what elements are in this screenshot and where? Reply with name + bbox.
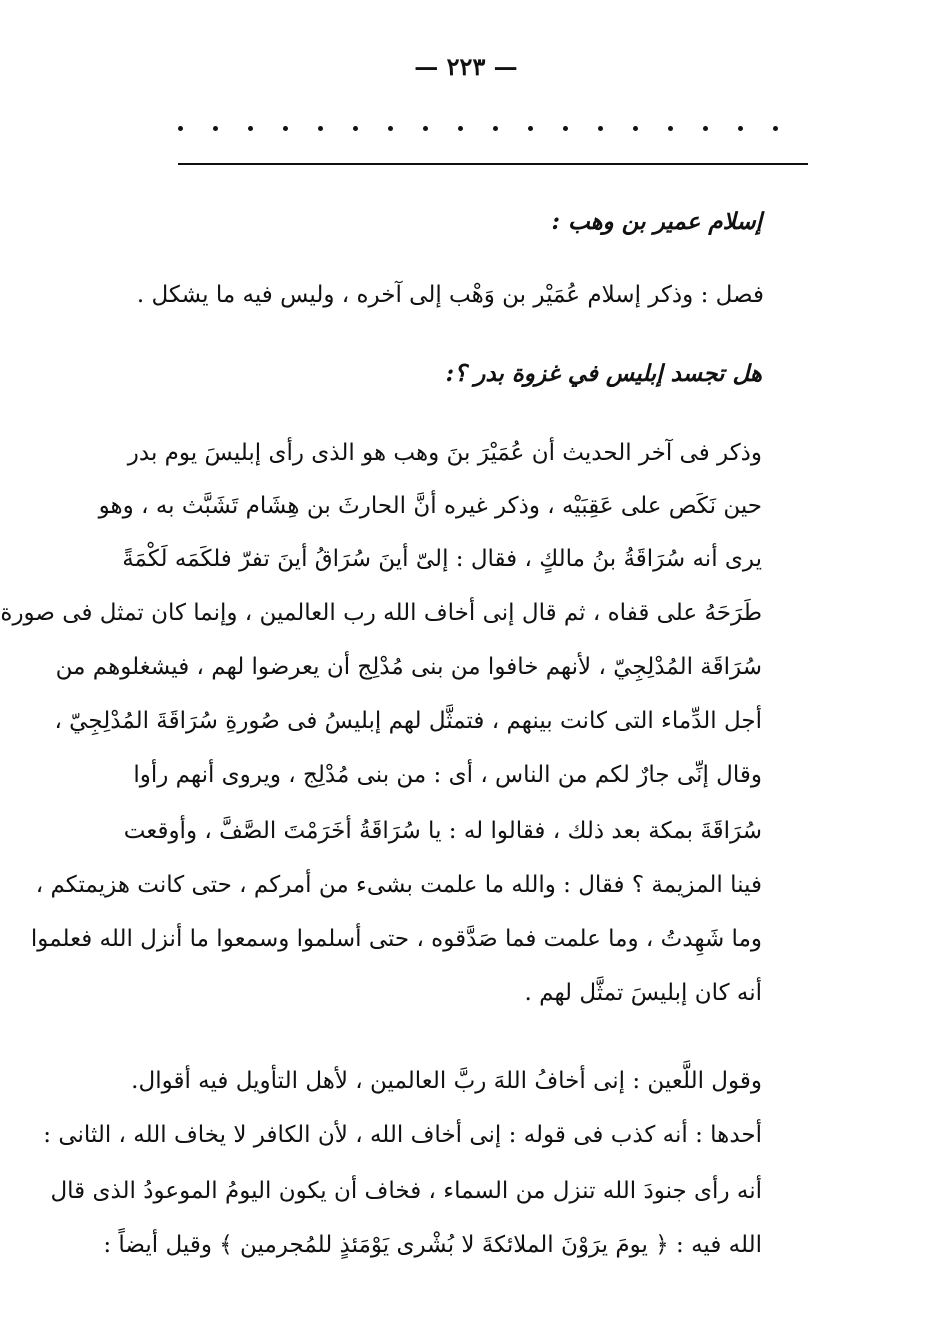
separator-dot <box>528 126 533 131</box>
horizontal-rule <box>178 163 808 165</box>
separator-dot <box>248 126 253 131</box>
separator-dot <box>598 126 603 131</box>
separator-dot <box>353 126 358 131</box>
separator-dot <box>458 126 463 131</box>
paragraph-line: وقال إنِّى جارٌ لكم من الناس ، أى : من بنى مُدْلِج ، ويروى أنهم رأوا <box>133 762 762 788</box>
separator-dot <box>633 126 638 131</box>
separator-dot <box>703 126 708 131</box>
separator-dot <box>283 126 288 131</box>
paragraph-line: الله فيه : ﴿ يومَ يرَوْنَ الملائكةَ لا بُشْرى يَوْمَئذٍ للمُجرمين ﴾ وقيل أيضاً : <box>103 1232 762 1258</box>
paragraph-line: حين نَكَص على عَقِبَيْه ، وذكر غيره أنَّ الحارثَ بن هِشَام تَشَبَّث به ، وهو <box>98 493 762 519</box>
page-number: — ٢٢٣ — <box>414 52 518 81</box>
paragraph-line: وقول اللَّعين : إنى أخافُ اللهَ ربَّ العالمين ، لأهل التأويل فيه أقوال. <box>131 1068 762 1094</box>
separator-dot <box>178 126 183 131</box>
paragraph-line: أنه كان إبليسَ تمثَّل لهم . <box>524 980 762 1006</box>
paragraph-line: سُرَاقَة المُدْلِجِيّ ، لأنهم خافوا من بنى مُدْلِج أن يعرضوا لهم ، فيشغلوهم من <box>55 654 762 680</box>
separator-dot <box>423 126 428 131</box>
section-heading: إسلام عمير بن وهب : <box>551 208 762 235</box>
paragraph-line: طَرَحَهُ على قفاه ، ثم قال إنى أخاف الله رب العالمين ، وإنما كان تمثل فى صورة <box>0 600 762 626</box>
separator-dot <box>668 126 673 131</box>
paragraph-line: أجل الدِّماء التى كانت بينهم ، فتمثَّل لهم إبليسُ فى صُورةِ سُرَاقَةَ المُدْلِجِيّ ، <box>54 708 762 734</box>
separator-dot <box>318 126 323 131</box>
dotted-separator <box>178 126 778 131</box>
separator-dot <box>493 126 498 131</box>
separator-dot <box>563 126 568 131</box>
paragraph-line: أحدها : أنه كذب فى قوله : إنى أخاف الله ، لأن الكافر لا يخاف الله ، الثانى : <box>43 1122 762 1148</box>
paragraph-line: أنه رأى جنودَ الله تنزل من السماء ، فخاف أن يكون اليومُ الموعودُ الذى قال <box>50 1178 762 1204</box>
separator-dot <box>388 126 393 131</box>
separator-dot <box>213 126 218 131</box>
separator-dot <box>773 126 778 131</box>
paragraph-line: يرى أنه سُرَاقَةُ بنُ مالكٍ ، فقال : إلىّ أينَ سُرَاقُ أينَ تفرّ فلكَمَه لَكْمَةً <box>122 546 762 572</box>
paragraph-line: وما شَهِدتُ ، وما علمت فما صَدَّقوه ، حتى أسلموا وسمعوا ما أنزل الله فعلموا <box>30 926 762 952</box>
section-heading: هل تجسد إبليس في غزوة بدر ؟: <box>445 360 762 387</box>
separator-dot <box>738 126 743 131</box>
paragraph-line: فينا المزيمة ؟ فقال : والله ما علمت بشىء من أمركم ، حتى كانت هزيمتكم ، <box>35 872 762 898</box>
paragraph-line: وذكر فى آخر الحديث أن عُمَيْرَ بنَ وهب هو الذى رأى إبليسَ يوم بدر <box>127 440 762 466</box>
paragraph-line: فصل : وذكر إسلام عُمَيْر بن وَهْب إلى آخره ، وليس فيه ما يشكل . <box>136 282 764 308</box>
paragraph-line: سُرَاقَةَ بمكة بعد ذلك ، فقالوا له : يا سُرَاقَةُ أخَرَمْتَ الصَّفَّ ، وأوقعت <box>123 818 762 844</box>
